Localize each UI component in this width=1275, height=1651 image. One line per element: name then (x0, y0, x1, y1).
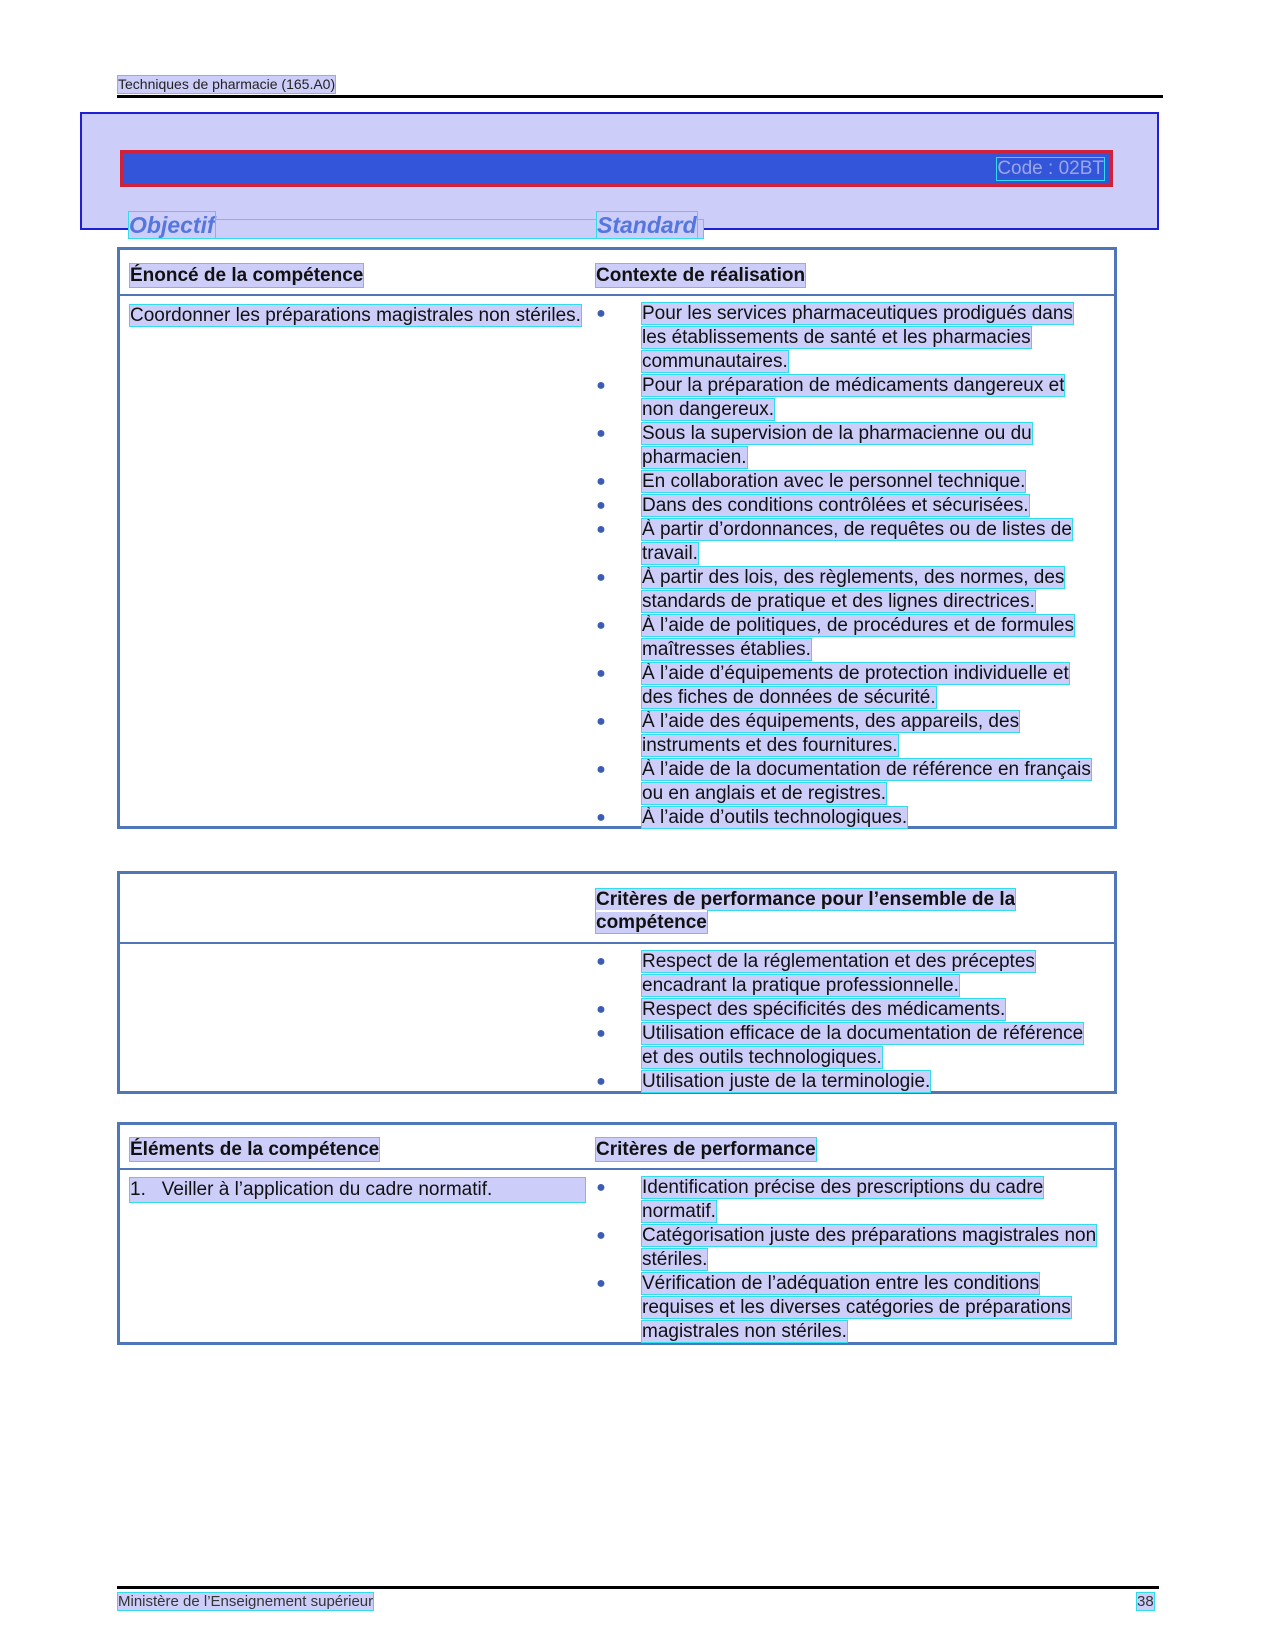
page-number: 38 (1137, 1593, 1154, 1610)
bullet-icon: ● (596, 617, 606, 634)
contexte-list (596, 302, 1097, 830)
running-header: Techniques de pharmacie (165.A0) (118, 76, 336, 92)
element-item (130, 1178, 585, 1202)
code-bar (120, 150, 1113, 187)
enonce-contexte-table (117, 247, 1117, 829)
list-item: ● À l’aide de la documentation de référence en français ou en anglais et de registres. (596, 759, 1091, 804)
criteres-header: Critères de performance (596, 1139, 816, 1160)
competency-code: Code : 02BT (997, 158, 1104, 179)
bullet-icon: ● (596, 1179, 606, 1196)
list-item: ● À l’aide des équipements, des appareils, des instruments et des fournitures. (596, 711, 1020, 756)
element-number: 1. (130, 1179, 146, 1200)
bullet-icon: ● (596, 497, 606, 514)
enonce-text-cell (130, 304, 585, 328)
header-rule (117, 95, 1163, 98)
element-text: Veiller à l’application du cadre normatif. (161, 1179, 493, 1200)
list-item: ● En collaboration avec le personnel technique. (596, 471, 1026, 492)
criteres-ensemble-header: Critères de performance pour l’ensemble de la compétence (596, 889, 1016, 933)
bullet-icon: ● (596, 1073, 606, 1090)
list-item: ● Pour les services pharmaceutiques prodigués dans les établissements de santé et les pharmacies communautaires. (596, 303, 1073, 372)
bullet-icon: ● (596, 1275, 606, 1292)
enonce-header: Énoncé de la compétence (130, 265, 364, 286)
criteres-list (596, 1176, 1097, 1344)
list-item: ● À l’aide d’équipements de protection individuelle et des fiches de données de sécurité. (596, 663, 1069, 708)
bullet-icon: ● (596, 809, 606, 826)
bullet-icon: ● (596, 377, 606, 394)
footer-ministry: Ministère de l’Enseignement supérieur (118, 1593, 374, 1610)
contexte-header: Contexte de réalisation (596, 265, 806, 286)
list-item: ● À partir des lois, des règlements, des normes, des standards de pratique et des lignes directrices. (596, 567, 1065, 612)
list-item: ● Identification précise des prescriptions du cadre normatif. (596, 1177, 1044, 1222)
list-item: ● Utilisation efficace de la documentation de référence et des outils technologiques. (596, 1023, 1084, 1068)
list-item: ● Dans des conditions contrôlées et sécurisées. (596, 495, 1029, 516)
bullet-icon: ● (596, 305, 606, 322)
bullet-icon: ● (596, 953, 606, 970)
bullet-icon: ● (596, 665, 606, 682)
elements-header: Éléments de la compétence (130, 1139, 380, 1160)
objectif-label: Objectif (129, 212, 215, 238)
list-item: ● Respect de la réglementation et des préceptes encadrant la pratique professionnelle. (596, 951, 1035, 996)
list-item: ● Pour la préparation de médicaments dangereux et non dangereux. (596, 375, 1065, 420)
bullet-icon: ● (596, 761, 606, 778)
table-header-row (120, 874, 1114, 944)
elements-criteres-table (117, 1122, 1117, 1345)
list-item: ● À l’aide de politiques, de procédures et de formules maîtresses établies. (596, 615, 1074, 660)
list-item: ● Utilisation juste de la terminologie. (596, 1071, 931, 1092)
list-item: ● Catégorisation juste des préparations magistrales non stériles. (596, 1225, 1097, 1270)
bullet-icon: ● (596, 1227, 606, 1244)
list-item: ● Sous la supervision de la pharmacienne ou du pharmacien. (596, 423, 1032, 468)
bullet-icon: ● (596, 473, 606, 490)
bullet-icon: ● (596, 713, 606, 730)
criteres-ensemble-list (596, 950, 1097, 1094)
table-header-row (120, 1125, 1114, 1170)
standard-label: Standard (597, 212, 697, 238)
list-item: ● À l’aide d’outils technologiques. (596, 807, 908, 828)
criteres-ensemble-table (117, 871, 1117, 1094)
list-item: ● À partir d’ordonnances, de requêtes ou de listes de travail. (596, 519, 1072, 564)
bullet-icon: ● (596, 569, 606, 586)
list-item: ● Vérification de l’adéquation entre les conditions requises et les diverses catégories de préparations magistrales non stériles. (596, 1273, 1071, 1342)
bullet-icon: ● (596, 521, 606, 538)
list-item: ● Respect des spécificités des médicaments. (596, 999, 1006, 1020)
enonce-text: Coordonner les préparations magistrales non stériles. (130, 305, 581, 326)
footer-rule (117, 1586, 1159, 1589)
bullet-icon: ● (596, 425, 606, 442)
bullet-icon: ● (596, 1001, 606, 1018)
criteres-ensemble-header-cell (596, 888, 1051, 934)
table-header-row (120, 250, 1114, 296)
bullet-icon: ● (596, 1025, 606, 1042)
